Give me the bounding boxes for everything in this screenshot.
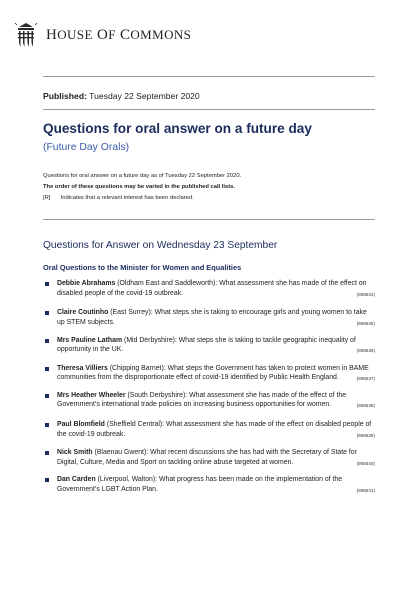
intro-line-2: The order of these questions may be varied in the published call lists.	[43, 184, 235, 190]
question-reference: (906534)	[356, 291, 375, 297]
question-constituency: (South Derbyshire):	[125, 391, 188, 399]
question-member: Claire Coutinho	[57, 309, 109, 317]
question-text: What steps she is taking to encourage girls and young women to take up STEM subjects.	[57, 309, 367, 326]
page-header	[14, 22, 386, 52]
question-item	[43, 336, 375, 355]
interest-note	[43, 195, 375, 201]
published-date: Tuesday 22 September 2020	[89, 91, 200, 101]
question-text: What recent discussions she has had with the Secretary of State for Digital, Culture, Media and Sport on tackling online abuse targeted at women.	[57, 449, 357, 466]
square-bullet-icon	[45, 478, 49, 482]
interest-text: Indicates that a relevant interest has been declared.	[60, 195, 194, 201]
document-title: Questions for oral answer on a future day	[43, 121, 312, 136]
question-constituency: (Oldham East and Saddleworth):	[115, 280, 218, 287]
square-bullet-icon	[45, 367, 49, 371]
question-item	[43, 448, 375, 467]
square-bullet-icon	[45, 394, 49, 398]
header-divider	[43, 76, 375, 77]
question-member: Paul Blomfield	[57, 420, 105, 428]
question-constituency: (East Surrey):	[108, 309, 153, 317]
question-text: What progress has been made on the implementation of the Government’s LGBT Action Plan.	[57, 476, 343, 493]
question-item	[43, 420, 375, 439]
question-constituency: (Mid Derbyshire):	[122, 336, 177, 344]
question-text: What assessment she has made of the effect on disabled people of the covid-19 outbreak.	[57, 280, 367, 297]
question-constituency: (Sheffield Central):	[104, 420, 165, 428]
intro-line-1: Questions for oral answer on a future day as of Tuesday 22 September 2020.	[43, 173, 242, 179]
question-member: Debbie Abrahams	[57, 280, 116, 287]
question-member: Nick Smith	[57, 449, 93, 457]
interest-tag: [R]	[43, 195, 51, 201]
question-constituency: (Chipping Barnet):	[107, 364, 166, 372]
published-line	[43, 91, 200, 101]
square-bullet-icon	[45, 423, 49, 427]
question-reference: (906539)	[356, 432, 375, 438]
question-reference: (906536)	[356, 348, 375, 354]
section-subheading: Oral Questions to the Minister for Women and Equalities	[43, 263, 242, 272]
question-item	[43, 391, 375, 410]
document-subtitle: (Future Day Orals)	[43, 142, 130, 153]
question-reference: (906535)	[356, 320, 375, 326]
question-item	[43, 475, 375, 494]
section-heading: Questions for Answer on Wednesday 23 September	[43, 240, 278, 251]
question-text: What assessment she has made of the effect of the Government’s international trade policies on increasing business opportunities for women.	[57, 391, 347, 409]
portcullis-icon	[14, 22, 38, 48]
question-member: Theresa Villiers	[57, 364, 108, 372]
question-member: Dan Carden	[57, 476, 96, 484]
square-bullet-icon	[45, 451, 49, 455]
question-text: What steps the Government has taken to protect women in BAME communities from the disproportionate effect of covid-19 identified by Public Health England.	[57, 364, 369, 382]
questions-list	[43, 279, 375, 495]
question-constituency: (Liverpool, Walton):	[95, 476, 158, 484]
question-item	[43, 364, 375, 383]
question-reference: (906537)	[356, 376, 375, 382]
question-member: Mrs Pauline Latham	[57, 336, 123, 344]
question-text: What assessment she has made of the effect on disabled people of the covid-19 outbreak.	[57, 420, 372, 438]
intro-divider	[43, 219, 375, 220]
question-text: What steps she is taking to tackle geographic inequality of opportunity in the UK.	[57, 336, 356, 354]
question-item	[43, 279, 375, 298]
question-reference: (906538)	[356, 403, 375, 409]
square-bullet-icon	[45, 311, 49, 315]
question-constituency: (Blaenau Gwent):	[92, 449, 149, 457]
house-of-commons-title: HOUSE OF COMMONS	[46, 27, 192, 43]
question-member: Mrs Heather Wheeler	[57, 391, 126, 399]
published-label: Published:	[43, 91, 87, 101]
question-item	[43, 308, 375, 327]
square-bullet-icon	[45, 282, 49, 286]
square-bullet-icon	[45, 339, 49, 343]
published-divider	[43, 109, 375, 110]
question-reference: (906541)	[356, 487, 375, 493]
question-reference: (906540)	[356, 460, 375, 466]
